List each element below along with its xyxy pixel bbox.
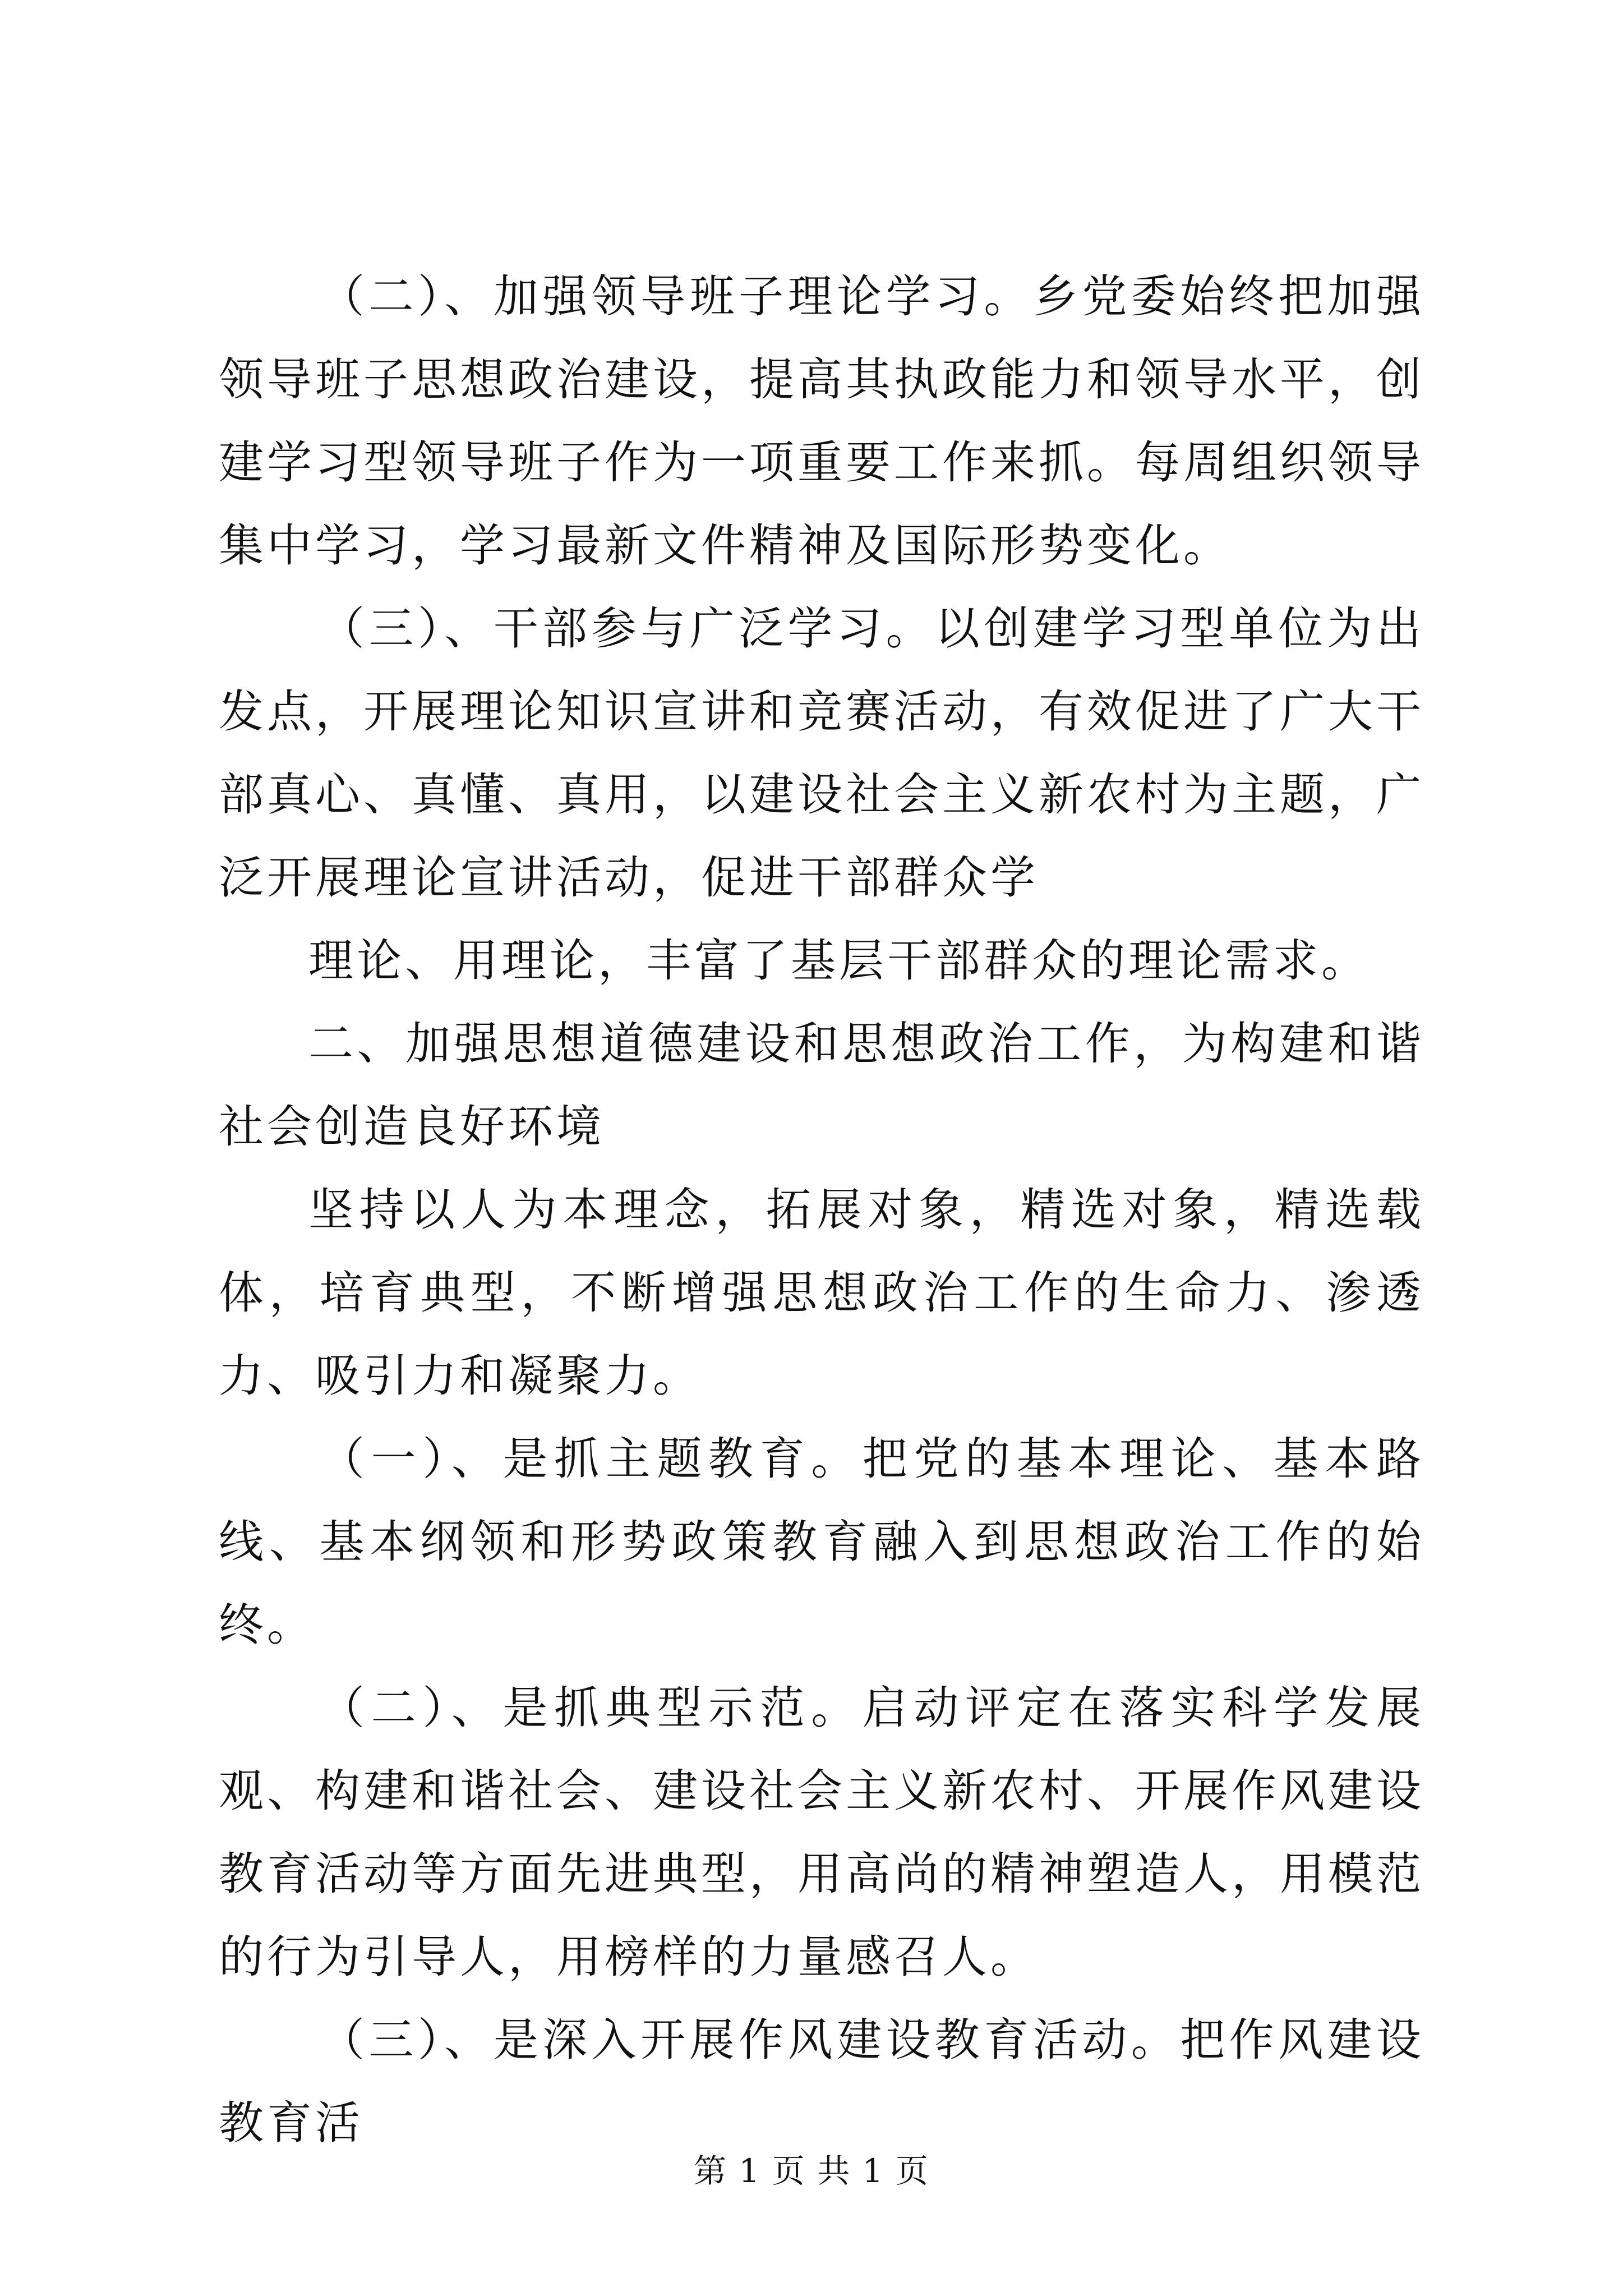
paragraph-model-demonstration: （二）、是抓典型示范。启动评定在落实科学发展观、构建和谐社会、建设社会主义新农村、开展作风建设教育活动等方面先进典型，用高尚的精神塑造人，用模范的行为引导人，用榜样的力量感召人。 <box>219 1682 1424 1983</box>
page-number-footer: 第 1 页 共 1 页 <box>694 2152 929 2190</box>
paragraph-cadre-study: （三）、干部参与广泛学习。以创建学习型单位为出发点，开展理论知识宣讲和竞赛活动，有效促进了广大干部真心、真懂、真用，以建设社会主义新农村为主题，广泛开展理论宣讲活动，促进干部群众学 <box>219 602 1424 904</box>
document-body <box>219 255 1424 2165</box>
paragraph-people-oriented: 坚持以人为本理念，拓展对象，精选对象，精选载体，培育典型，不断增强思想政治工作的生命力、渗透力、吸引力和凝聚力。 <box>219 1184 1424 1402</box>
paragraph-leadership-study: （二）、加强领导班子理论学习。乡党委始终把加强领导班子思想政治建设，提高其执政能力和领导水平，创建学习型领导班子作为一项重要工作来抓。每周组织领导集中学习，学习最新文件精神及国际形势变化。 <box>219 270 1424 572</box>
paragraph-theory-continuation: 理论、用理论，丰富了基层干部群众的理论需求。 <box>308 935 1370 987</box>
paragraph-theme-education: （一）、是抓主题教育。把党的基本理论、基本路线、基本纲领和形势政策教育融入到思想政治工作的始终。 <box>219 1433 1424 1651</box>
section-heading-moral-construction: 二、加强思想道德建设和思想政治工作，为构建和谐社会创造良好环境 <box>219 1018 1424 1153</box>
paragraph-style-construction: （三）、是深入开展作风建设教育活动。把作风建设教育活 <box>219 2014 1424 2149</box>
